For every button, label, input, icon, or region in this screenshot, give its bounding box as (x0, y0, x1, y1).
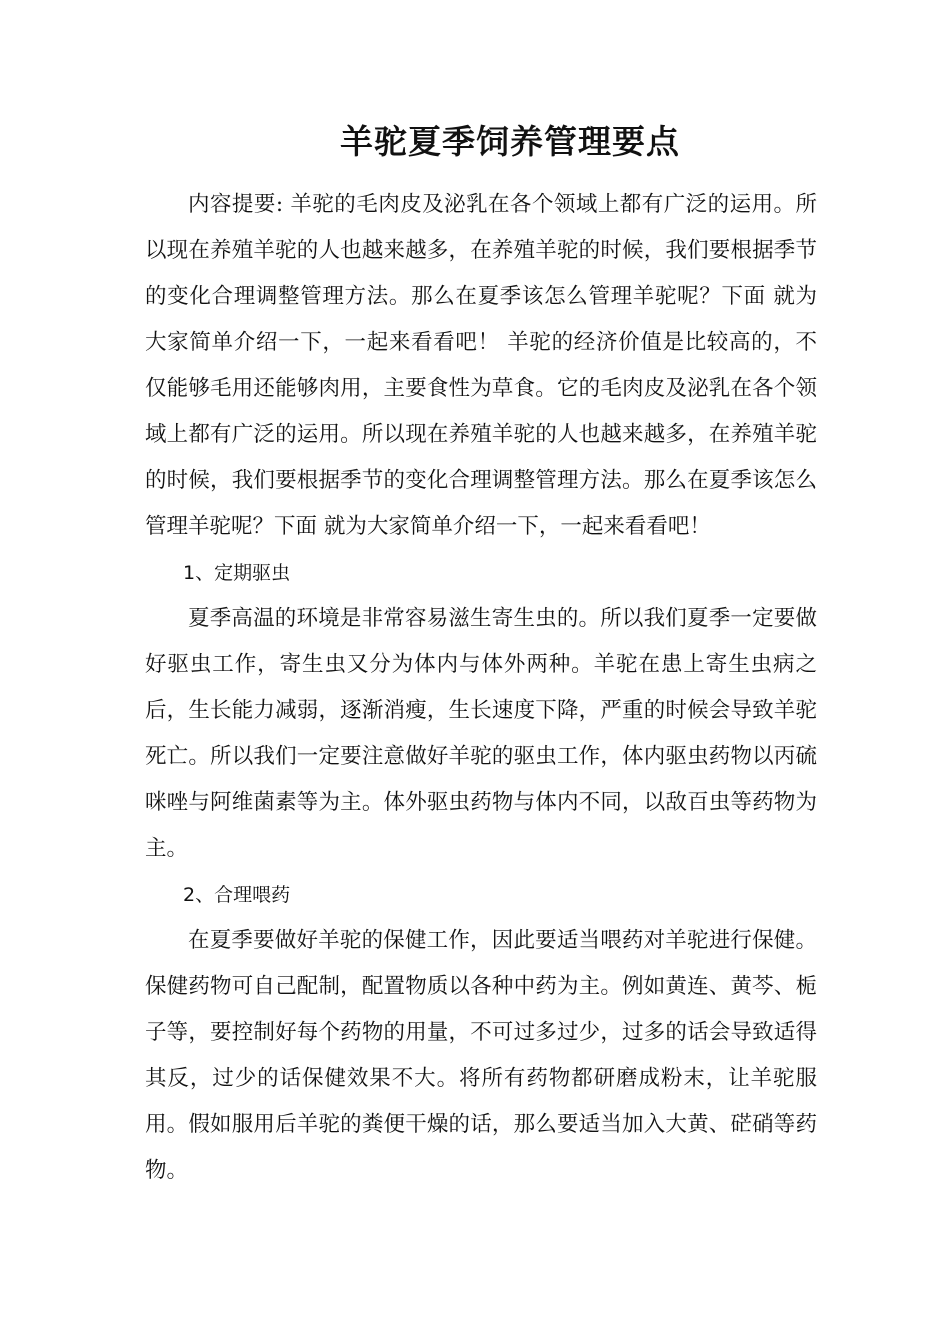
section-heading-deworming: 1、定期驱虫 (183, 562, 291, 584)
document-title: 羊驼夏季饲养管理要点 (340, 122, 680, 161)
section-heading-medication: 2、合理喂药 (183, 884, 291, 906)
document-body (145, 182, 817, 1194)
deworming-paragraph: 夏季高温的环境是非常容易滋生寄生虫的。所以我们夏季一定要做好驱虫工作，寄生虫又分为体内与体外两种。羊驼在患上寄生虫病之后，生长能力减弱，逐渐消瘦，生长速度下降，严重的时候会导致羊驼死亡。所以我们一定要注意做好羊驼的驱虫工作，体内驱虫药物以丙硫咪唑与阿维菌素等为主。体外驱虫药物与体内不同，以敌百虫等药物为主。 (145, 606, 817, 861)
medication-paragraph: 在夏季要做好羊驼的保健工作，因此要适当喂药对羊驼进行保健。保健药物可自己配制，配置物质以各种中药为主。例如黄连、黄芩、栀子等，要控制好每个药物的用量，不可过多过少，过多的话会导致适得其反，过少的话保健效果不大。将所有药物都研磨成粉末，让羊驼服用。假如服用后羊驼的粪便干燥的话，那么要适当加入大黄、硭硝等药物。 (145, 928, 817, 1183)
intro-paragraph: 内容提要: 羊驼的毛肉皮及泌乳在各个领域上都有广泛的运用。所以现在养殖羊驼的人也越来越多，在养殖羊驼的时候，我们要根据季节的变化合理调整管理方法。那么在夏季该怎么管理羊驼呢？下面 就为大家简单介绍一下，一起来看看吧！ 羊驼的经济价值是比较高的，不仅能够毛用还能够肉用，主要食性为草食。它的毛肉皮及泌乳在各个领域上都有广泛的运用。所以现在养殖羊驼的人也越来越多，在养殖羊驼的时候，我们要根据季节的变化合理调整管理方法。那么在夏季该怎么管理羊驼呢？下面 就为大家简单介绍一下，一起来看看吧！ (145, 192, 817, 539)
